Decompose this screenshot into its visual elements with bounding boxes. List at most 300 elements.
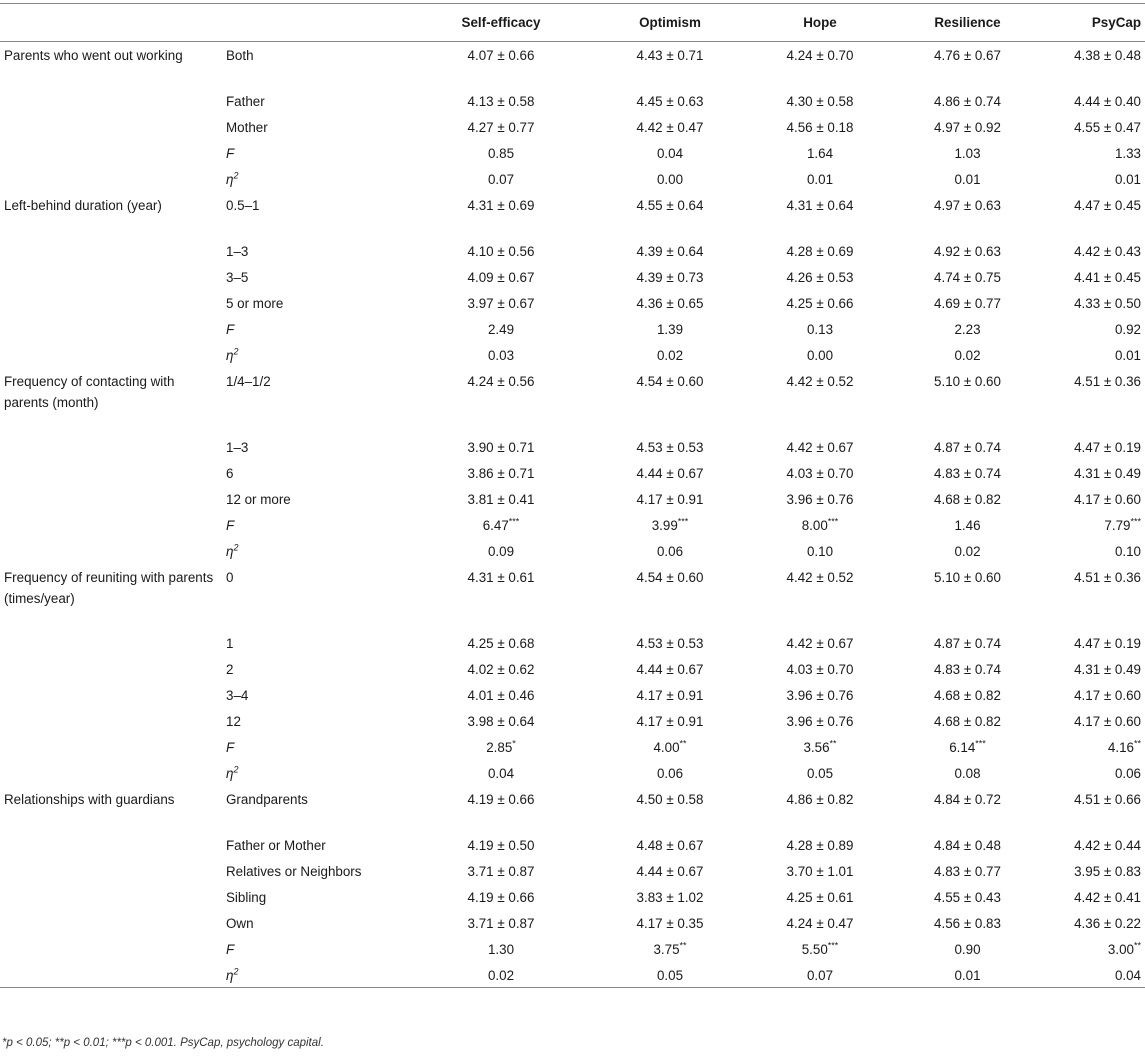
cell-psycap: 4.55 ± 0.47 [1074,119,1141,135]
table-row [0,858,1145,884]
cell-self-efficacy: 4.27 ± 0.77 [467,119,535,135]
cell-hope: 4.26 ± 0.53 [786,269,854,285]
level-label: 12 or more [226,491,291,507]
table-row [0,368,1145,434]
cell-self-efficacy: 4.19 ± 0.50 [467,837,535,853]
f-value: 0.85 [487,145,515,161]
table-row [0,486,1145,512]
cell-resilience: 0.01 [890,962,1045,988]
cell-psycap: 4.17 ± 0.60 [1074,687,1141,703]
level-label: 2 [226,661,234,677]
f-value: 1.64 [806,145,834,161]
cell-psycap: 0.04 [1045,962,1145,988]
cell-hope: 0.05 [806,765,834,781]
cell-optimism: 4.45 ± 0.63 [636,93,704,109]
f-value: 3.75 [653,941,680,957]
cell-self-efficacy: 0.09 [487,543,515,559]
cell-hope: 4.03 ± 0.70 [786,465,854,481]
cell-psycap: 4.41 ± 0.45 [1074,269,1141,285]
level-label: 3–4 [226,687,249,703]
cell-psycap: 4.17 ± 0.60 [1074,491,1141,507]
cell-hope: 4.56 ± 0.18 [786,119,854,135]
cell-self-efficacy: 4.25 ± 0.68 [467,635,535,651]
header-resilience: Resilience [890,4,1045,42]
table-row [0,786,1145,832]
header-row [0,4,1145,42]
table-row [0,884,1145,910]
f-value: 6.47 [482,517,509,533]
cell-hope: 0.10 [806,543,834,559]
group-label [0,166,222,192]
header-level [222,4,412,42]
header-psycap: PsyCap [1045,4,1145,42]
cell-self-efficacy [412,512,590,538]
group-label [0,290,222,316]
eta-symbol: η [226,967,234,983]
cell-optimism: 4.36 ± 0.65 [636,295,704,311]
cell-resilience: 4.68 ± 0.82 [934,491,1001,507]
table-row [0,538,1145,564]
cell-self-efficacy [412,936,590,962]
cell-psycap: 4.38 ± 0.48 [1074,48,1141,63]
cell-optimism [590,512,750,538]
group-label: Parents who went out working [4,48,183,63]
cell-optimism: 4.17 ± 0.35 [636,915,704,931]
cell-self-efficacy: 4.31 ± 0.69 [467,197,535,213]
group-label [0,936,222,962]
cell-resilience: 4.56 ± 0.83 [934,915,1001,931]
table-row [0,656,1145,682]
significance-marker: ** [679,738,687,749]
cell-hope: 3.70 ± 1.01 [786,863,854,879]
level-label: 3–5 [226,269,249,285]
group-label [0,512,222,538]
cell-hope: 4.31 ± 0.64 [786,197,854,213]
cell-self-efficacy: 0.04 [487,765,515,781]
cell-psycap [1045,734,1145,760]
level-label: 1–3 [226,439,249,455]
cell-optimism: 0.06 [656,765,684,781]
group-label [0,682,222,708]
cell-optimism [590,140,750,166]
level-label: Sibling [226,889,267,905]
cell-psycap: 4.51 ± 0.36 [1074,569,1141,585]
cell-resilience: 5.10 ± 0.60 [934,373,1001,389]
eta-squared-label [222,962,412,988]
group-label [0,316,222,342]
f-statistic-label: F [226,517,235,533]
cell-resilience [890,140,1045,166]
f-value: 1.39 [656,321,684,337]
cell-resilience: 4.87 ± 0.74 [934,635,1001,651]
cell-optimism: 4.17 ± 0.91 [636,491,704,507]
cell-self-efficacy: 0.07 [487,171,515,187]
table-row [0,564,1145,630]
table-row [0,512,1145,538]
cell-self-efficacy: 3.71 ± 0.87 [467,863,535,879]
header-hope: Hope [750,4,890,42]
level-label: Mother [226,119,268,135]
group-label [0,264,222,290]
f-statistic-label: F [226,941,235,957]
cell-hope [750,512,890,538]
table-row [0,238,1145,264]
f-statistic-label: F [226,739,235,755]
cell-hope: 4.86 ± 0.82 [786,791,854,807]
cell-resilience [890,936,1045,962]
table-row [0,760,1145,786]
cell-psycap: 4.36 ± 0.22 [1074,915,1141,931]
cell-resilience: 0.01 [954,171,981,187]
group-label [0,460,222,486]
significance-marker: *** [1130,516,1141,527]
cell-psycap: 4.51 ± 0.36 [1074,373,1141,389]
cell-self-efficacy: 3.71 ± 0.87 [467,915,535,931]
cell-hope: 4.25 ± 0.66 [786,295,854,311]
cell-resilience: 0.02 [954,543,981,559]
cell-self-efficacy: 4.19 ± 0.66 [467,889,535,905]
table-row [0,166,1145,192]
cell-resilience: 5.10 ± 0.60 [934,569,1001,585]
cell-resilience: 0.08 [954,765,981,781]
eta-symbol: η [226,171,234,187]
f-value: 1.03 [954,145,981,161]
cell-optimism: 4.48 ± 0.67 [636,837,704,853]
cell-psycap: 4.47 ± 0.45 [1074,197,1141,213]
table-row [0,192,1145,238]
f-value: 1.46 [954,517,981,533]
cell-optimism: 0.05 [590,962,750,988]
table-row [0,264,1145,290]
f-value: 4.00 [653,739,680,755]
group-label [0,114,222,140]
cell-resilience: 4.97 ± 0.63 [934,197,1001,213]
group-label [0,238,222,264]
eta-superscript: 2 [233,764,239,775]
cell-self-efficacy: 3.97 ± 0.67 [467,295,535,311]
cell-psycap: 0.10 [1114,543,1141,559]
cell-self-efficacy: 3.86 ± 0.71 [467,465,535,481]
cell-optimism [590,734,750,760]
cell-self-efficacy: 3.90 ± 0.71 [467,439,535,455]
significance-marker: *** [827,516,839,527]
header-optimism: Optimism [590,4,750,42]
cell-optimism: 0.06 [656,543,684,559]
eta-symbol: η [226,543,234,559]
level-label: Own [226,915,254,931]
cell-psycap [1045,936,1145,962]
cell-self-efficacy: 4.01 ± 0.46 [467,687,535,703]
cell-resilience: 4.83 ± 0.77 [934,863,1001,879]
cell-hope: 4.24 ± 0.70 [786,48,854,63]
cell-optimism: 4.44 ± 0.67 [636,863,704,879]
f-value: 6.14 [949,739,976,755]
cell-hope: 4.24 ± 0.47 [786,915,854,931]
cell-hope: 4.25 ± 0.61 [786,889,854,905]
group-label [0,760,222,786]
cell-resilience: 4.92 ± 0.63 [934,243,1001,259]
cell-resilience [890,512,1045,538]
cell-self-efficacy: 4.31 ± 0.61 [467,569,535,585]
eta-squared-label [222,166,412,192]
level-label: 1/4–1/2 [226,373,271,389]
cell-resilience: 4.68 ± 0.82 [934,713,1001,729]
cell-psycap: 4.44 ± 0.40 [1074,93,1141,109]
cell-self-efficacy: 3.81 ± 0.41 [467,491,535,507]
significance-marker: *** [677,516,689,527]
f-value: 5.50 [801,941,828,957]
cell-optimism: 0.00 [656,171,684,187]
cell-self-efficacy: 4.19 ± 0.66 [467,791,535,807]
level-label: 1–3 [226,243,249,259]
f-value: 0.92 [1114,321,1141,337]
cell-psycap: 4.47 ± 0.19 [1074,635,1141,651]
cell-resilience: 4.84 ± 0.48 [934,837,1001,853]
header-group [0,4,222,42]
cell-hope: 4.30 ± 0.58 [786,93,854,109]
group-label [0,140,222,166]
table-footnote: *p < 0.05; **p < 0.01; ***p < 0.001. PsyCap, psychology capital. [2,1037,324,1049]
level-label: 1 [226,635,234,651]
cell-self-efficacy: 0.02 [412,962,590,988]
cell-psycap: 4.31 ± 0.49 [1074,661,1141,677]
group-label [0,486,222,512]
eta-squared-label [222,760,412,786]
f-value: 0.13 [806,321,834,337]
cell-hope: 3.96 ± 0.76 [786,713,854,729]
cell-resilience: 4.83 ± 0.74 [934,465,1001,481]
group-label [0,538,222,564]
cell-psycap [1045,316,1145,342]
cell-self-efficacy [412,316,590,342]
table-row [0,460,1145,486]
table-row [0,708,1145,734]
group-label [0,88,222,114]
table-row [0,936,1145,962]
level-label: 12 [226,713,241,729]
cell-resilience: 4.97 ± 0.92 [934,119,1001,135]
significance-marker: ** [1133,738,1141,749]
cell-optimism: 4.39 ± 0.73 [636,269,704,285]
cell-optimism: 4.55 ± 0.64 [636,197,704,213]
f-value: 2.85 [486,739,513,755]
group-label: Left-behind duration (year) [4,197,162,213]
group-label [0,962,222,988]
cell-hope [750,936,890,962]
cell-hope: 4.42 ± 0.67 [786,439,854,455]
cell-self-efficacy: 4.07 ± 0.66 [467,48,535,63]
level-label: Relatives or Neighbors [226,863,362,879]
cell-resilience: 4.83 ± 0.74 [934,661,1001,677]
cell-resilience: 4.69 ± 0.77 [934,295,1001,311]
level-label: 6 [226,465,234,481]
cell-optimism: 3.83 ± 1.02 [636,889,704,905]
cell-optimism: 4.53 ± 0.53 [636,635,704,651]
header-self-efficacy: Self-efficacy [412,4,590,42]
table-row [0,682,1145,708]
significance-marker: *** [827,940,839,951]
cell-psycap: 0.01 [1114,171,1141,187]
group-label: Frequency of reuniting with parents (times/year) [4,569,214,606]
table-row [0,734,1145,760]
f-value: 1.30 [487,941,515,957]
f-statistic-label: F [226,321,235,337]
f-value: 3.00 [1107,941,1134,957]
cell-psycap: 0.01 [1114,347,1141,363]
cell-optimism: 4.17 ± 0.91 [636,687,704,703]
group-label [0,858,222,884]
cell-hope: 4.28 ± 0.69 [786,243,854,259]
f-value: 7.79 [1104,517,1131,533]
cell-self-efficacy: 4.24 ± 0.56 [467,373,535,389]
table-row [0,140,1145,166]
cell-resilience: 4.76 ± 0.67 [934,48,1001,63]
cell-self-efficacy: 4.09 ± 0.67 [467,269,535,285]
cell-self-efficacy: 4.13 ± 0.58 [467,93,535,109]
f-value: 3.56 [803,739,830,755]
cell-psycap: 4.42 ± 0.43 [1074,243,1141,259]
level-label: Grandparents [226,791,308,807]
group-label [0,910,222,936]
cell-self-efficacy [412,140,590,166]
cell-optimism [590,316,750,342]
table-body [0,42,1145,988]
significance-marker: * [512,738,516,749]
cell-hope: 4.42 ± 0.67 [786,635,854,651]
eta-symbol: η [226,347,234,363]
cell-hope: 3.96 ± 0.76 [786,687,854,703]
level-label: 5 or more [226,295,284,311]
cell-hope: 4.42 ± 0.52 [786,373,854,389]
cell-hope: 0.01 [806,171,834,187]
level-label: Both [226,48,254,63]
cell-psycap: 4.31 ± 0.49 [1074,465,1141,481]
f-value: 2.49 [487,321,515,337]
cell-psycap: 4.51 ± 0.66 [1074,791,1141,807]
table-row [0,42,1145,88]
significance-marker: ** [829,738,837,749]
cell-optimism [590,936,750,962]
table-row [0,88,1145,114]
cell-optimism: 4.44 ± 0.67 [636,661,704,677]
group-label [0,832,222,858]
cell-psycap: 4.47 ± 0.19 [1074,439,1141,455]
cell-optimism: 4.39 ± 0.64 [636,243,704,259]
eta-superscript: 2 [233,170,239,181]
cell-self-efficacy: 0.03 [487,347,515,363]
f-statistic-label: F [226,145,235,161]
cell-psycap: 4.33 ± 0.50 [1074,295,1141,311]
f-value: 1.33 [1114,145,1141,161]
cell-optimism: 4.53 ± 0.53 [636,439,704,455]
cell-optimism: 4.54 ± 0.60 [636,569,704,585]
cell-resilience [890,734,1045,760]
group-label [0,734,222,760]
table-row [0,290,1145,316]
cell-hope [750,140,890,166]
table-row [0,434,1145,460]
cell-optimism: 4.50 ± 0.58 [636,791,704,807]
eta-superscript: 2 [233,542,239,553]
group-label [0,708,222,734]
cell-psycap: 4.42 ± 0.44 [1074,837,1141,853]
group-label [0,884,222,910]
level-label: Father [226,93,265,109]
cell-self-efficacy: 4.02 ± 0.62 [467,661,535,677]
cell-resilience: 4.55 ± 0.43 [934,889,1001,905]
cell-resilience [890,316,1045,342]
cell-hope [750,734,890,760]
f-value: 0.04 [656,145,684,161]
table-row [0,630,1145,656]
level-label: 0.5–1 [226,197,260,213]
group-label: Frequency of contacting with parents (month) [4,373,175,410]
f-value: 2.23 [954,321,981,337]
cell-psycap: 0.06 [1114,765,1141,781]
level-label: Father or Mother [226,837,326,853]
cell-self-efficacy [412,734,590,760]
eta-superscript: 2 [233,966,239,977]
eta-squared-label [222,342,412,368]
level-label: 0 [226,569,234,585]
cell-psycap: 3.95 ± 0.83 [1074,863,1141,879]
table-row [0,962,1145,988]
cell-optimism: 4.42 ± 0.47 [636,119,704,135]
f-value: 8.00 [801,517,828,533]
table-row [0,114,1145,140]
cell-hope [750,316,890,342]
cell-resilience: 4.87 ± 0.74 [934,439,1001,455]
cell-resilience: 0.02 [954,347,981,363]
group-label [0,434,222,460]
significance-marker: *** [975,738,986,749]
cell-psycap: 4.42 ± 0.41 [1074,889,1141,905]
group-label [0,342,222,368]
group-label: Relationships with guardians [4,791,175,807]
eta-symbol: η [226,765,234,781]
cell-self-efficacy: 3.98 ± 0.64 [467,713,535,729]
cell-optimism: 4.43 ± 0.71 [636,48,704,63]
f-value: 0.90 [954,941,981,957]
eta-superscript: 2 [233,346,239,357]
cell-resilience: 4.86 ± 0.74 [934,93,1001,109]
cell-hope: 4.28 ± 0.89 [786,837,854,853]
table-row [0,832,1145,858]
cell-resilience: 4.84 ± 0.72 [934,791,1001,807]
f-value: 4.16 [1107,739,1134,755]
cell-hope: 3.96 ± 0.76 [786,491,854,507]
table-row [0,342,1145,368]
cell-optimism: 4.17 ± 0.91 [636,713,704,729]
cell-resilience: 4.74 ± 0.75 [934,269,1001,285]
cell-optimism: 4.54 ± 0.60 [636,373,704,389]
significance-marker: *** [508,516,520,527]
statistics-table [0,3,1145,988]
cell-resilience: 4.68 ± 0.82 [934,687,1001,703]
significance-marker: ** [1133,940,1141,951]
table-row [0,316,1145,342]
cell-hope: 4.03 ± 0.70 [786,661,854,677]
cell-psycap [1045,512,1145,538]
f-value: 3.99 [651,517,678,533]
significance-marker: ** [679,940,687,951]
eta-squared-label [222,538,412,564]
cell-self-efficacy: 4.10 ± 0.56 [467,243,535,259]
group-label [0,656,222,682]
cell-optimism: 0.02 [656,347,684,363]
cell-optimism: 4.44 ± 0.67 [636,465,704,481]
group-label [0,630,222,656]
